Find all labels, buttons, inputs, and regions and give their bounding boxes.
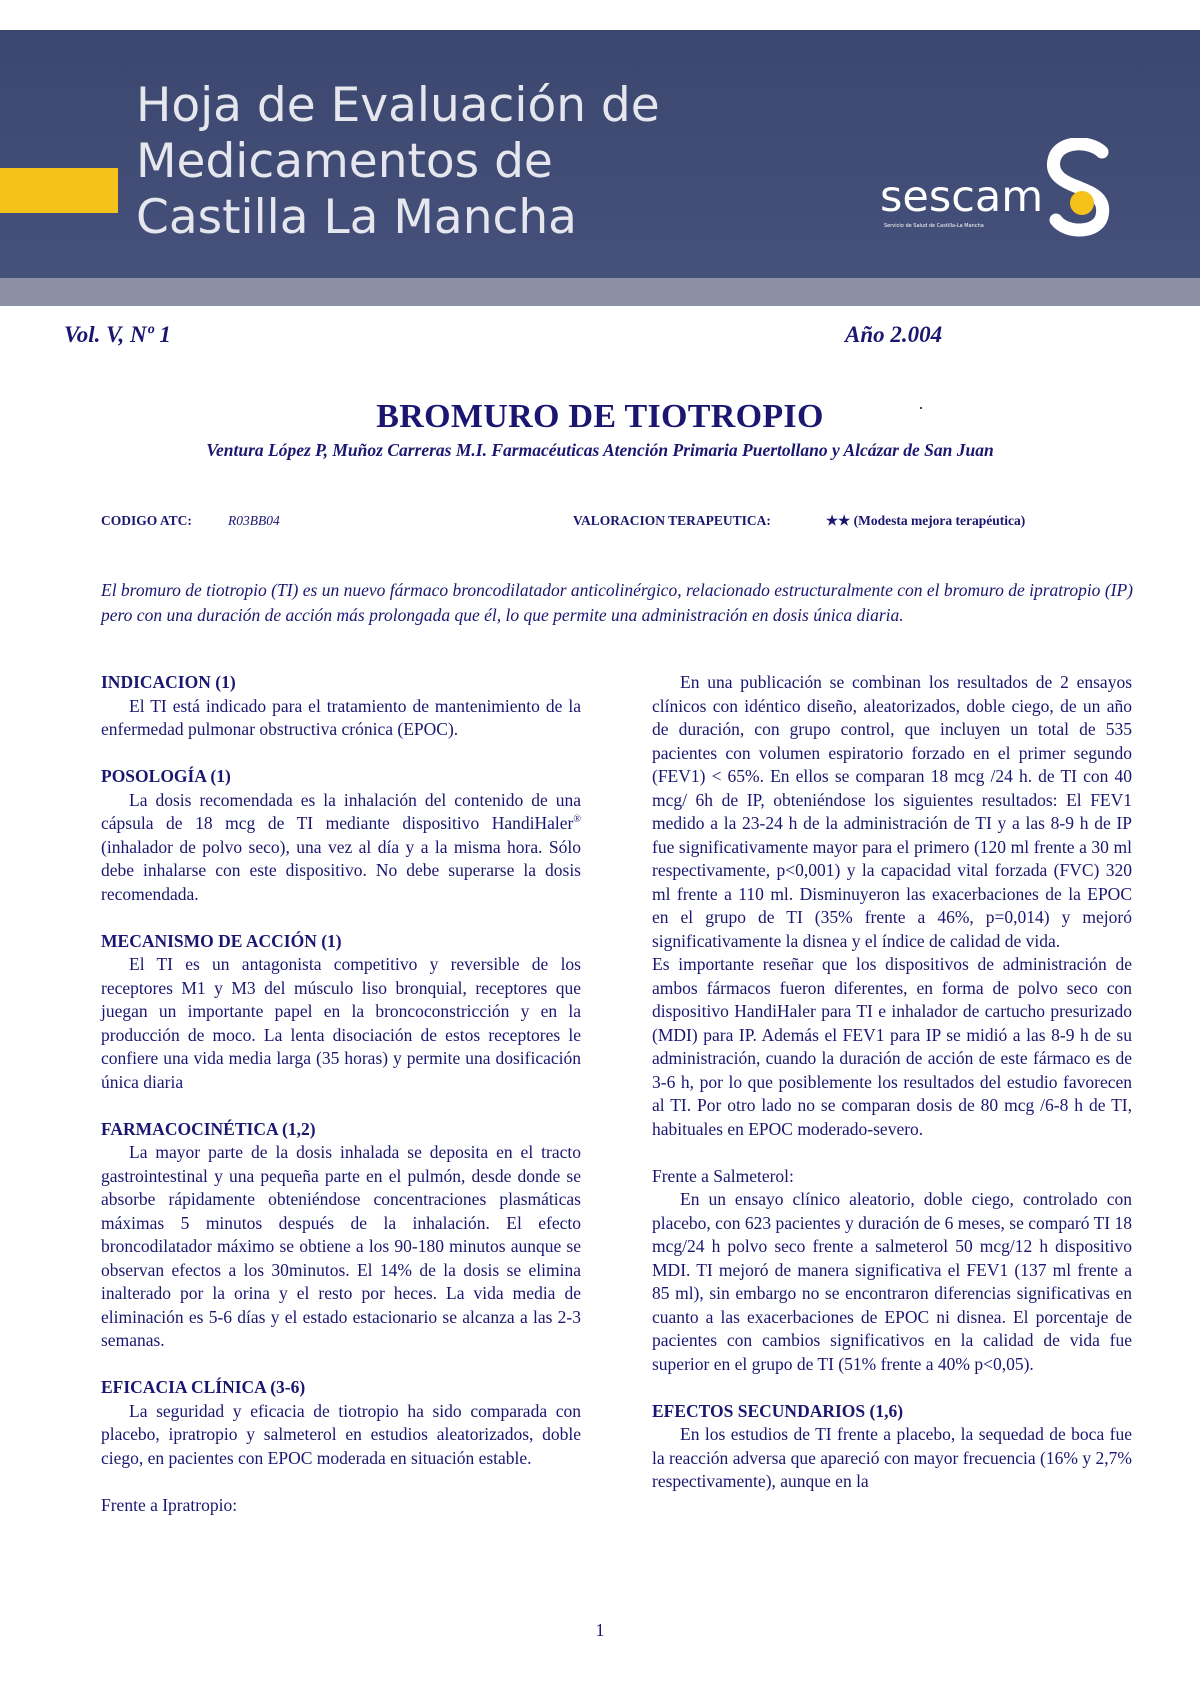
section-text-indicacion: El TI está indicado para el tratamiento de mantenimiento de la enfermedad pulmonar obstructiva crónica (EPOC).	[101, 695, 581, 739]
section-text-eficacia: La seguridad y eficacia de tiotropio ha sido comparada con placebo, ipratropio y salmeterol en estudios aleatorizados, doble ciego, en pacientes con EPOC moderada en situación estable.	[101, 1400, 581, 1468]
atc-code-value: R03BB04	[228, 513, 280, 528]
subheading-ipratropio: Frente a Ipratropio:	[101, 1494, 238, 1515]
section-heading-efectos: EFECTOS SECUNDARIOS (1,6)	[652, 1400, 904, 1421]
issue-year: Año 2.004	[845, 322, 943, 347]
sescam-logo-text: sescam	[880, 172, 1044, 222]
section-heading-eficacia: EFICACIA CLÍNICA (3-6)	[101, 1377, 306, 1397]
section-text-posologia	[101, 789, 581, 907]
document-title: BROMURO DE TIOTROPIO	[376, 398, 824, 435]
section-text-efectos: En los estudios de TI frente a placebo, la sequedad de boca fue la reacción adversa que apareció con mayor frecuencia (16% y 2,7% respectivamente), aunque en la	[652, 1424, 1132, 1491]
bulletin-title	[136, 78, 660, 246]
therapeutic-rating-value: ★★ (Modesta mejora terapéutica)	[826, 513, 1026, 528]
section-text-mecanismo: El TI es un antagonista competitivo y reversible de los receptores M1 y M3 del músculo liso bronquial, receptores que juegan un importante papel en la broncoconstricción y en la producción de moco. La lenta disociación de estos receptores le confiere una vida media larga (35 horas) y permite una dosificación única diaria	[101, 954, 581, 1092]
page-number: 1	[595, 1620, 605, 1640]
issue-info	[0, 322, 1200, 352]
ipratropio-results-text: En una publicación se combinan los resultados de 2 ensayos clínicos con idéntico diseño, aleatorizados, doble ciego, de un año de duración, con grupo control, que incluyen un total de 535 pacientes con volumen espiratorio forzado en el primer segundo (FEV1) < 65%. En ellos se comparan 18 mcg /24 h. de TI con 40 mcg/ 6h de IP, obteniéndose los siguientes resultados: El FEV1 medido a la 23-24 h de la administración de TI y a las 8-9 h de IP fue significativamente mayor para el primero (120 ml frente a 30 ml respectivamente, p<0,001) y la capacidad vital forzada (FVC) 320 ml frente a 110 ml. Disminuyeron las exacerbaciones de la EPOC en el grupo de TI (35% frente a 46%, p=0,014) y mejoró significativamente la disnea y el índice de calidad de vida.	[652, 672, 1132, 951]
accent-bar	[0, 168, 118, 213]
ipratropio-caveat-text: Es importante reseñar que los dispositivos de administración de ambos fármacos fueron diferentes, en forma de polvo seco con dispositivo HandiHaler para TI e inhalador de cartucho presurizado (MDI) para IP. Además el FEV1 para IP se midió a las 8-9 h de su administración, cuando la duración de acción de este fármaco es de 3-6 h, por lo que posiblemente los resultados del estudio favorecen al TI. Por otro lado no se comparan dosis de 80 mcg /6-8 h de TI, habituales en EPOC moderado-severo.	[652, 954, 1132, 1139]
sescam-logo-subtitle: Servicio de Salud de Castilla-La Mancha	[884, 223, 984, 229]
stray-dot: ·	[918, 398, 924, 418]
right-column	[652, 671, 1132, 1494]
section-text-farmacocinetica: La mayor parte de la dosis inhalada se deposita en el tracto gastrointestinal y una pequeña parte en el pulmón, desde donde se absorbe rápidamente obteniéndose concentraciones plasmáticas máximas 5 minutos después de la inhalación. El efecto broncodilatador máximo se obtiene a los 90-180 minutos aunque se observan efectos a los 30minutos. El 14% de la dosis se elimina inalterado por la orina y el resto por heces. La vida media de eliminación es 5-6 días y el estado estacionario se alcanza a las 2-3 semanas.	[101, 1142, 581, 1350]
bulletin-title-line-1: Hoja de Evaluación de	[136, 78, 660, 133]
authors: Ventura López P, Muñoz Carreras M.I. Farmacéuticas Atención Primaria Puertollano y Alcázar de San Juan	[206, 440, 994, 460]
banner-bottom-strip	[0, 278, 1200, 306]
volume-number: Vol. V, Nº 1	[64, 322, 171, 347]
section-heading-mecanismo: MECANISMO DE ACCIÓN (1)	[101, 930, 342, 951]
section-heading-indicacion: INDICACION (1)	[101, 672, 236, 692]
bulletin-title-line-3: Castilla La Mancha	[136, 190, 577, 245]
header-banner	[0, 30, 1200, 306]
registered-mark: ®	[573, 814, 581, 826]
section-heading-posologia: POSOLOGÍA (1)	[101, 766, 231, 786]
atc-code-label: CODIGO ATC:	[101, 513, 192, 528]
posologia-text-start: La dosis recomendada es la inhalación del contenido de una cápsula de 18 mcg de TI mediante dispositivo HandiHaler	[101, 789, 581, 833]
left-column	[101, 671, 581, 1517]
section-heading-farmacocinetica: FARMACOCINÉTICA (1,2)	[101, 1118, 316, 1139]
abstract: El bromuro de tiotropio (TI) es un nuevo fármaco broncodilatador anticolinérgico, relacionado estructuralmente con el bromuro de ipratropio (IP) pero con una duración de acción más prolongada que él, lo que permite una administración en dosis única diaria.	[101, 580, 1133, 625]
sescam-logo-icon	[1040, 138, 1120, 238]
posologia-text-end: (inhalador de polvo seco), una vez al día y a la misma hora. Sólo debe inhalarse con este dispositivo. No debe superarse la dosis recomendada.	[101, 836, 581, 904]
therapeutic-rating-label: VALORACION TERAPEUTICA:	[573, 513, 771, 528]
bulletin-title-line-2: Medicamentos de	[136, 134, 553, 189]
subheading-salmeterol: Frente a Salmeterol:	[652, 1165, 794, 1186]
salmeterol-results-text: En un ensayo clínico aleatorio, doble ciego, controlado con placebo, con 623 pacientes y duración de 6 meses, se comparó TI 18 mcg/24 h polvo seco frente a salmeterol 50 mcg/12 h dispositivo MDI. TI mejoró de manera significativa el FEV1 (137 ml frente a 85 ml), sin embargo no se encontraron diferencias significativas en cuanto a las exacerbaciones de EPOC ni disnea. El porcentaje de pacientes con cambios significativos en la calidad de vida fue superior en el grupo de TI (51% frente a 40% p<0,05).	[652, 1189, 1132, 1374]
